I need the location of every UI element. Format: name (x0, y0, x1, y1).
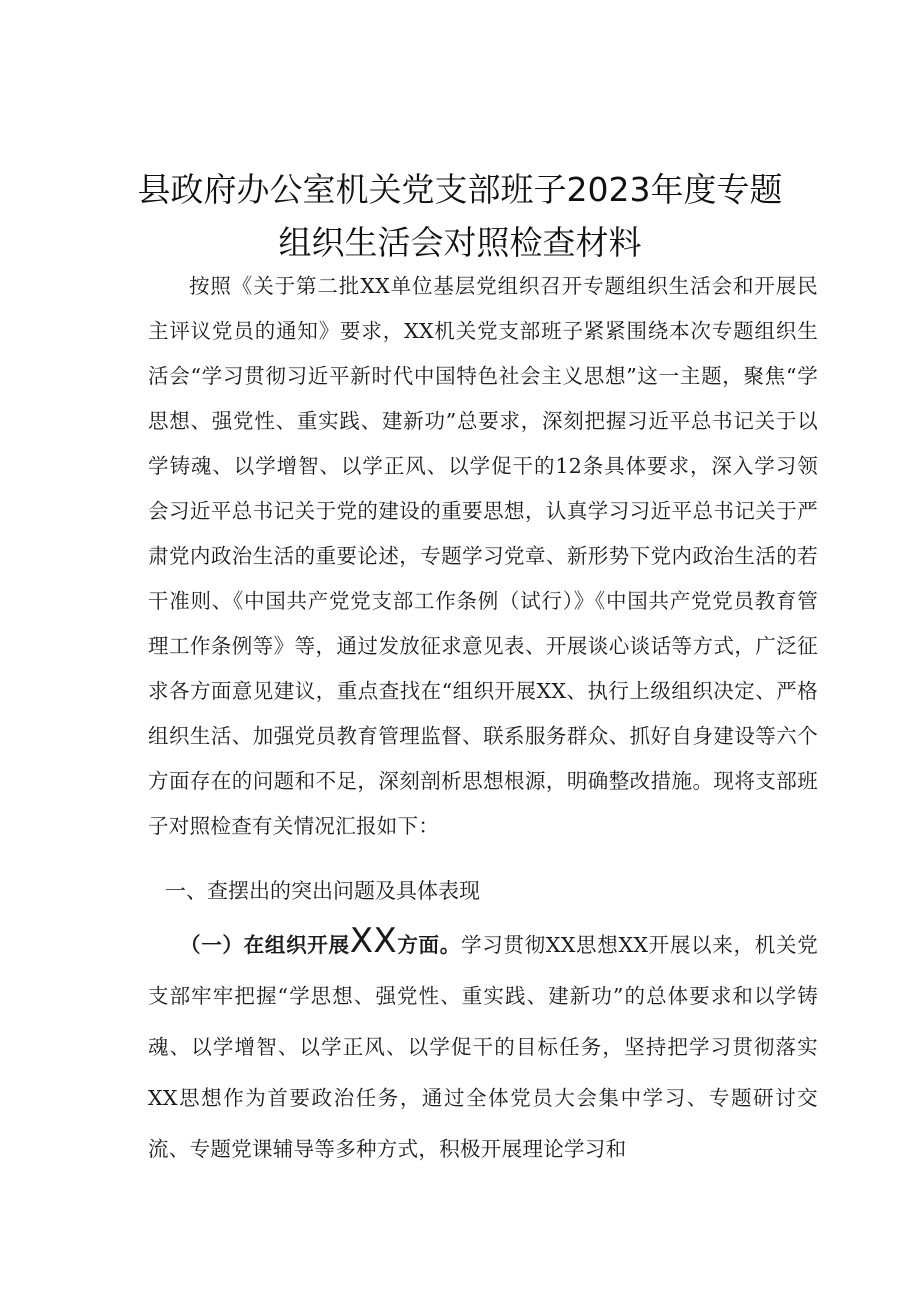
subsection-heading-1 (180, 921, 461, 961)
document-title-line-1: 县政府办公室机关党支部班子2023年度专题 (137, 170, 783, 209)
subsection-heading-xx: XX (349, 921, 397, 961)
subsection-paragraph-1 (148, 916, 818, 1175)
subsection-body-text: 学习贯彻XX思想XX开展以来，机关党支部牢牢把握“学思想、强党性、重实践、建新功”的总体要求和以学铸魂、以学增智、以学正风、以学促干的目标任务，坚持把学习贯彻落实XX思想作为首要政治任务，通过全体党员大会集中学习、专题研讨交流、专题党课辅导等多种方式，积极开展理论学习和 (148, 933, 818, 1161)
intro-paragraph: 按照《关于第二批XX单位基层党组织召开专题组织生活会和开展民主评议党员的通知》要求，XX机关党支部班子紧紧围绕本次专题组织生活会“学习贯彻习近平新时代中国特色社会主义思想”这一主题，聚焦“学思想、强党性、重实践、建新功”总要求，深刻把握习近平总书记关于以学铸魂、以学增智、以学正风、以学促干的12条具体要求，深入学习领会习近平总书记关于党的建设的重要思想，认真学习习近平总书记关于严肃党内政治生活的重要论述，专题学习党章、新形势下党内政治生活的若干准则、《中国共产党党支部工作条例（试行）》《中国共产党党员教育管理工作条例等》等，通过发放征求意见表、开展谈心谈话等方式，广泛征求各方面意见建议，重点查找在“组织开展XX、执行上级组织决定、严格组织生活、加强党员教育管理监督、联系服务群众、抓好自身建设等六个方面存在的问题和不足，深刻剖析思想根源，明确整改措施。现将支部班子对照检查有关情况汇报如下： (148, 274, 818, 838)
subsection-heading-prefix: （一）在组织开展 (180, 933, 350, 957)
section-heading-1: 一、查摆出的突出问题及具体表现 (165, 879, 480, 903)
document-title-line-2: 组织生活会对照检查材料 (278, 223, 642, 262)
subsection-heading-suffix: 方面。 (396, 933, 461, 957)
